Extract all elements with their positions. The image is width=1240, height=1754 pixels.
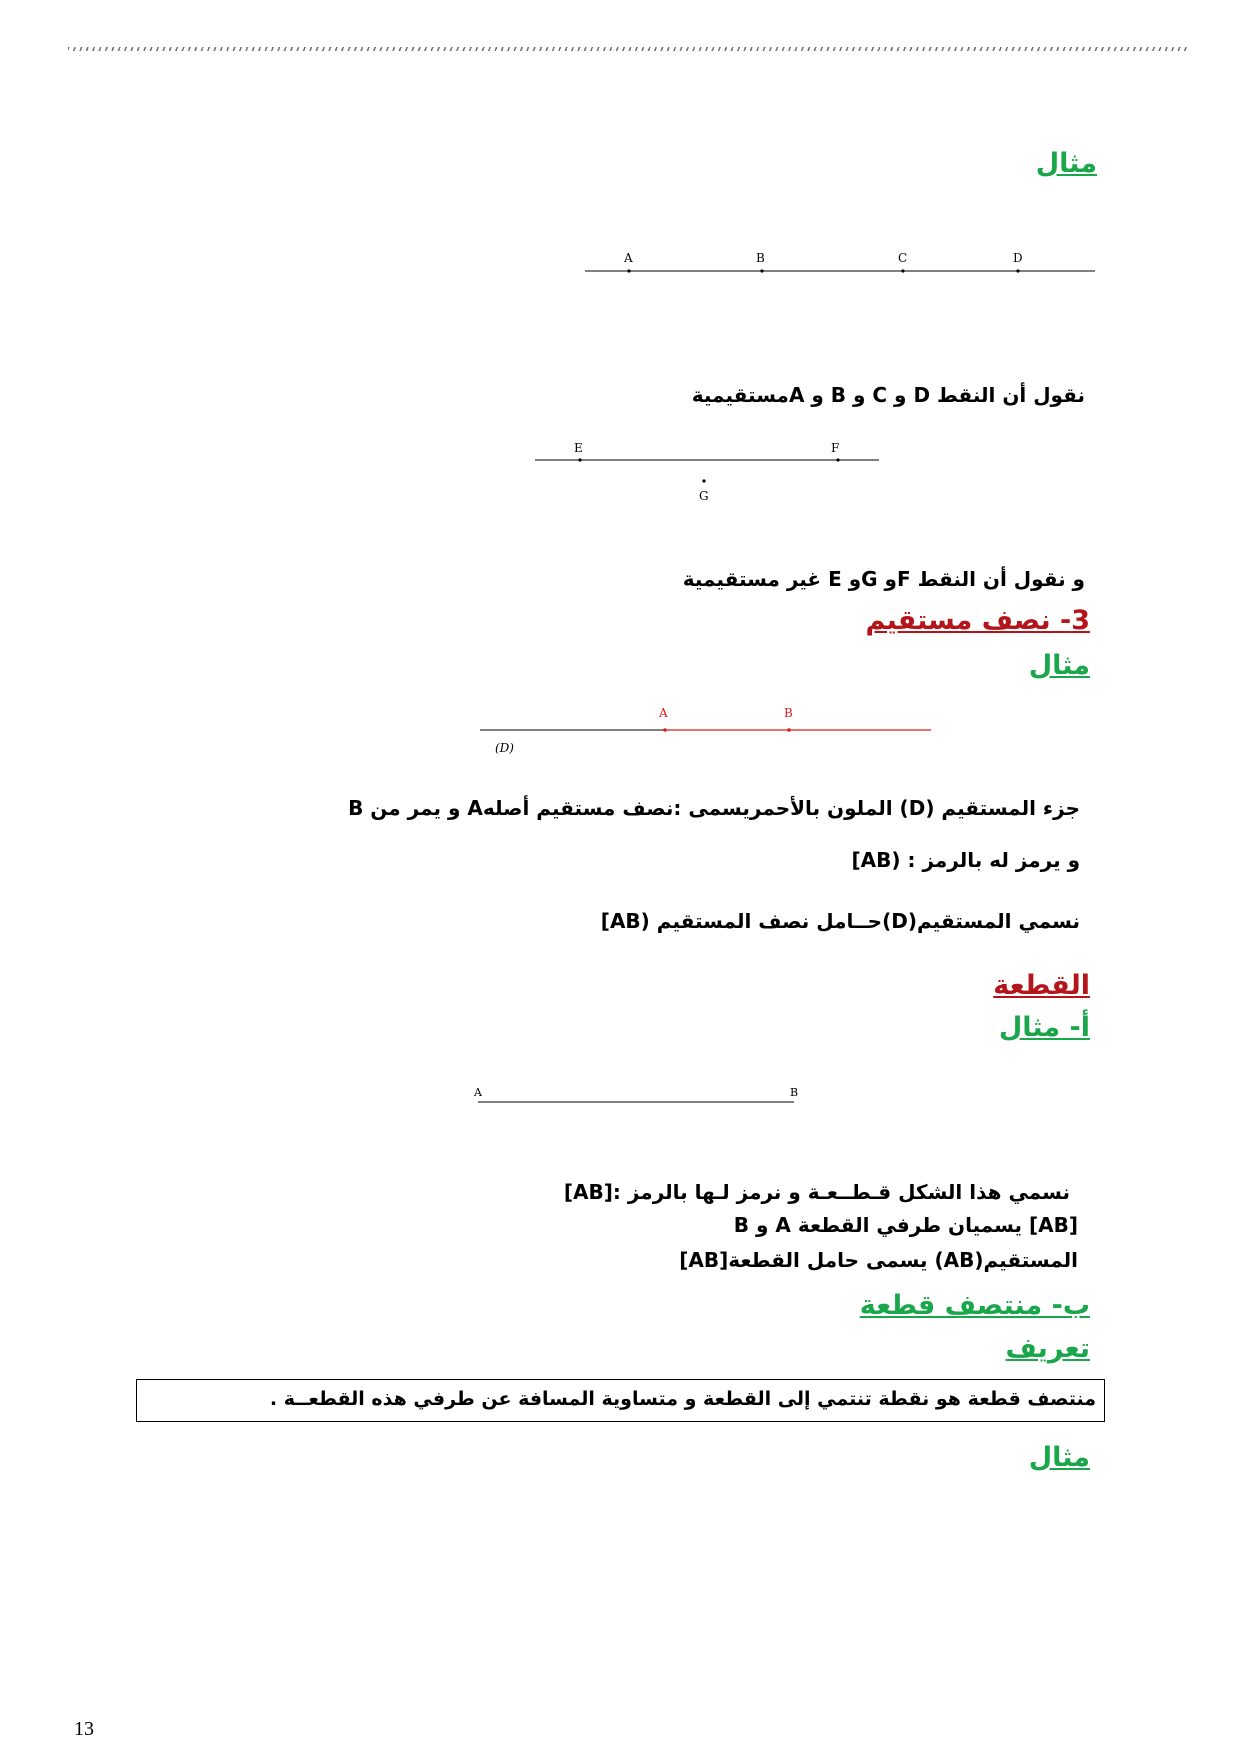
- segment-heading: القطعة: [993, 970, 1090, 1001]
- midpoint-heading: ب- منتصف قطعة: [859, 1290, 1090, 1321]
- segment-support: المستقيم(AB) يسمى حامل القطعة[AB]: [679, 1248, 1078, 1272]
- collinear-points-figure: [585, 250, 1105, 280]
- not-collinear-statement: و نقول أن النقط Fو Gو E غير مستقيمية: [682, 567, 1085, 591]
- point-g-marker: [700, 477, 708, 485]
- half-line-heading: 3- نصف مستقيم: [865, 605, 1090, 636]
- point-e: [578, 458, 581, 461]
- point-c: [901, 269, 904, 272]
- fig2-label-e: E: [574, 441, 583, 455]
- midpoint-definition: منتصف قطعة هو نقطة تنتمي إلى القطعة و متساوية المسافة عن طرفي هذه القطعــة .: [269, 1388, 1096, 1410]
- collinear-statement: نقول أن النقط D و C و B و Aمستقيمية: [691, 383, 1085, 407]
- fig3-label-b: B: [784, 706, 793, 720]
- non-collinear-points-figure: [535, 452, 885, 472]
- half-line-description: جزء المستقيم (D) الملون بالأحمريسمى :نصف مستقيم أصلهA و يمر من B: [348, 796, 1080, 820]
- fig1-label-a: A: [624, 251, 633, 265]
- point-a: [627, 269, 630, 272]
- fig1-label-c: C: [898, 251, 908, 265]
- fig3-label-d: (D): [495, 741, 514, 755]
- fig1-label-d: D: [1013, 251, 1023, 265]
- example-heading-1: مثال: [1035, 148, 1097, 179]
- segment-endpoints: B و A يسميان طرفي القطعة [AB]: [733, 1213, 1078, 1237]
- example-heading-3: مثال: [1028, 1442, 1090, 1473]
- point-a-red: [663, 728, 667, 732]
- page-number: 13: [74, 1718, 94, 1740]
- segment-symbol: نسمي هذا الشكل قـطــعـة و نرمز لـها بالرمز :[AB]: [563, 1180, 1070, 1204]
- point-g: [702, 479, 705, 482]
- top-dashed-border: [68, 47, 1188, 51]
- fig4-label-b: B: [790, 1086, 799, 1099]
- point-b: [760, 269, 763, 272]
- half-line-figure: [480, 725, 940, 737]
- fig3-label-a: A: [659, 706, 668, 720]
- fig1-label-b: B: [756, 251, 765, 265]
- fig2-label-f: F: [831, 441, 840, 455]
- fig2-label-g: G: [699, 489, 709, 503]
- point-f: [836, 458, 839, 461]
- point-b-red: [787, 728, 791, 732]
- segment-figure: [478, 1097, 798, 1107]
- fig4-label-a: A: [474, 1086, 482, 1099]
- example-a-heading: أ- مثال: [998, 1012, 1090, 1043]
- example-heading-2: مثال: [1028, 650, 1090, 681]
- point-d: [1016, 269, 1019, 272]
- definition-heading: تعريف: [1005, 1333, 1090, 1364]
- half-line-symbol: و يرمز له بالرمز : (AB]: [851, 848, 1080, 872]
- half-line-support: نسمي المستقيم(D)حــامل نصف المستقيم (AB]: [600, 909, 1080, 933]
